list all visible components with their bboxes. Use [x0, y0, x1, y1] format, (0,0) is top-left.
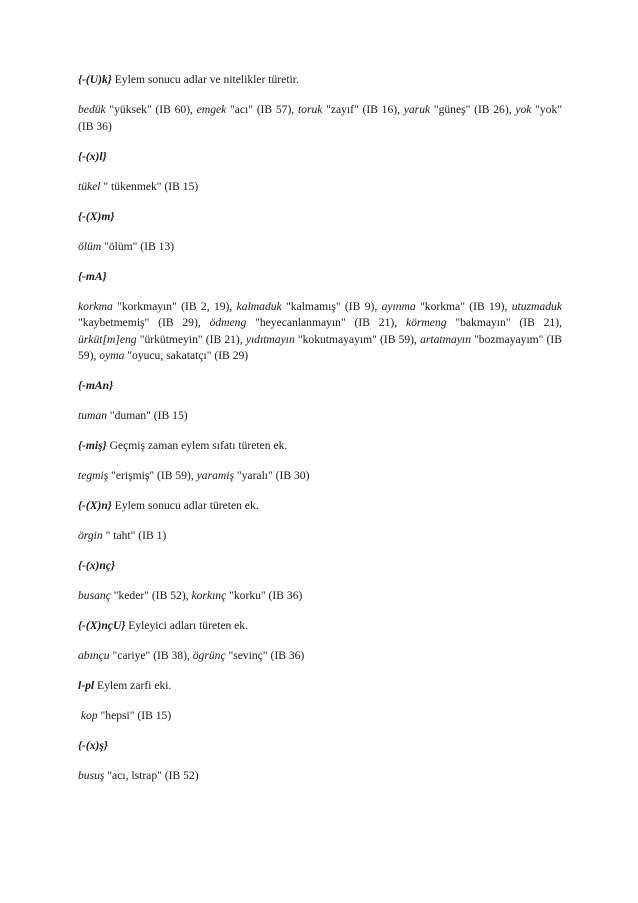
suffix-description: Eyleyici adları türeten ek.	[125, 619, 249, 632]
example-gloss: "yaralı" (IB 30)	[234, 469, 310, 482]
entry-heading	[78, 738, 562, 755]
example-word: kop	[78, 709, 98, 722]
example-word: ayınma	[381, 299, 416, 313]
example-gloss: "bozmayayım" (IB 59),	[78, 332, 562, 362]
entry-examples	[78, 299, 562, 365]
example-gloss: "acı" (IB 57),	[226, 103, 298, 116]
example-gloss: "keder" (IB 52),	[110, 589, 192, 602]
example-gloss: "yok" (IB 36)	[78, 103, 562, 133]
document-page	[78, 72, 562, 798]
example-gloss: "kaybetmemiş" (IB 29),	[78, 316, 210, 329]
example-word: yok	[515, 103, 532, 116]
example-word: tuman	[78, 409, 107, 422]
entry-examples	[78, 179, 562, 196]
suffix-label: {-(U)k}	[78, 73, 112, 86]
suffix-description: Eylem zarfi eki.	[94, 679, 172, 692]
example-word: korkma	[78, 299, 113, 313]
example-gloss: "korkma" (IB 19),	[415, 299, 512, 313]
entry-examples	[78, 528, 562, 545]
example-gloss: "cariye" (IB 38),	[109, 649, 193, 662]
entry-examples	[78, 768, 562, 785]
example-word: yaramiş	[196, 469, 234, 482]
example-word: utuzmaduk	[511, 299, 562, 313]
example-gloss: "zayıf" (IB 16),	[322, 103, 404, 116]
entry-examples	[78, 239, 562, 256]
example-gloss: "ürkütmeyin" (IB 21),	[136, 332, 246, 346]
entry-examples	[78, 468, 562, 485]
entry-examples	[78, 708, 562, 725]
example-word: tükel	[78, 179, 101, 193]
suffix-label: {-miş}	[78, 439, 107, 452]
suffix-label: {-(x)ş}	[78, 739, 108, 752]
example-word: emgek	[196, 103, 227, 116]
entry-examples	[78, 102, 562, 135]
entry-heading	[78, 72, 562, 89]
example-word: körmeng	[405, 316, 447, 329]
suffix-description: Geçmiş zaman eylem sıfatı türeten ek.	[106, 439, 288, 452]
example-gloss: "korku" (IB 36)	[226, 589, 303, 602]
example-gloss: "bakmayın" (IB 21),	[446, 316, 563, 329]
suffix-label: {-mAn}	[78, 379, 114, 392]
suffix-label: {-(X)n}	[78, 499, 112, 512]
example-gloss: "duman" (IB 15)	[106, 409, 188, 422]
example-gloss: "erişmiş" (IB 59),	[108, 469, 197, 482]
example-word: örgin	[78, 529, 103, 542]
example-word: ürküt[m]eng	[78, 332, 137, 346]
suffix-description: Eylem sonucu adlar türeten ek.	[111, 499, 259, 512]
example-gloss: "kokutmayayım" (IB 59),	[294, 332, 421, 346]
example-gloss: "heyecanlanmayın" (IB 21),	[246, 316, 406, 329]
example-gloss: "kalmamış" (IB 9),	[281, 299, 382, 313]
suffix-description: Eylem sonucu adlar ve nitelikler türetir.	[111, 73, 299, 86]
entry-heading	[78, 618, 562, 635]
example-word: oyma	[99, 349, 125, 362]
example-gloss: " tükenmek" (IB 15)	[100, 179, 199, 193]
example-gloss: " taht" (IB 1)	[102, 529, 167, 542]
example-word: tegmiş	[78, 469, 109, 482]
example-gloss: "yüksek" (IB 60),	[105, 103, 197, 116]
suffix-label: {-(x)l}	[78, 149, 107, 163]
suffix-label: {-mA}	[78, 269, 107, 283]
suffix-label: {-(x)nç}	[78, 559, 116, 572]
suffix-label: {-(X)nçU}	[78, 619, 126, 632]
example-gloss: "oyucu, sakatatçı" (IB 29)	[124, 349, 249, 362]
example-word: artatmayın	[420, 332, 471, 346]
example-word: ölüm	[78, 239, 102, 253]
example-gloss: "hepsi" (IB 15)	[97, 709, 172, 722]
example-gloss: "güneş" (IB 26),	[430, 103, 516, 116]
example-word: yaruk	[403, 103, 431, 116]
example-word: busanç	[78, 589, 111, 602]
suffix-label: {-(X)m}	[78, 209, 115, 223]
example-gloss: "sevinç" (IB 36)	[225, 649, 305, 662]
suffix-label: l-pl	[78, 679, 95, 692]
example-word: busuş	[78, 769, 105, 782]
example-gloss: "acı, lstrap" (IB 52)	[104, 769, 199, 782]
entry-heading	[78, 498, 562, 515]
example-word: kalmaduk	[236, 299, 282, 313]
entry-heading	[78, 558, 562, 575]
entry-examples	[78, 648, 562, 665]
example-word: bedük	[78, 103, 106, 116]
example-word: ögrünç	[192, 649, 226, 662]
entry-heading	[78, 438, 562, 455]
entry-examples	[78, 588, 562, 605]
example-word: toruk	[297, 103, 323, 116]
entry-heading	[78, 149, 562, 166]
example-word: ödmeng	[209, 316, 247, 329]
entry-heading	[78, 378, 562, 395]
example-word: korkınç	[191, 589, 227, 602]
example-gloss: "korkmayın" (IB 2, 19),	[112, 299, 237, 313]
example-gloss: "ölüm" (IB 13)	[101, 239, 175, 253]
example-word: yıdıtmayın	[245, 332, 295, 346]
entry-heading	[78, 269, 562, 286]
entry-examples	[78, 408, 562, 425]
example-word: abınçu	[78, 649, 110, 662]
entry-heading	[78, 678, 562, 695]
entry-heading	[78, 209, 562, 226]
